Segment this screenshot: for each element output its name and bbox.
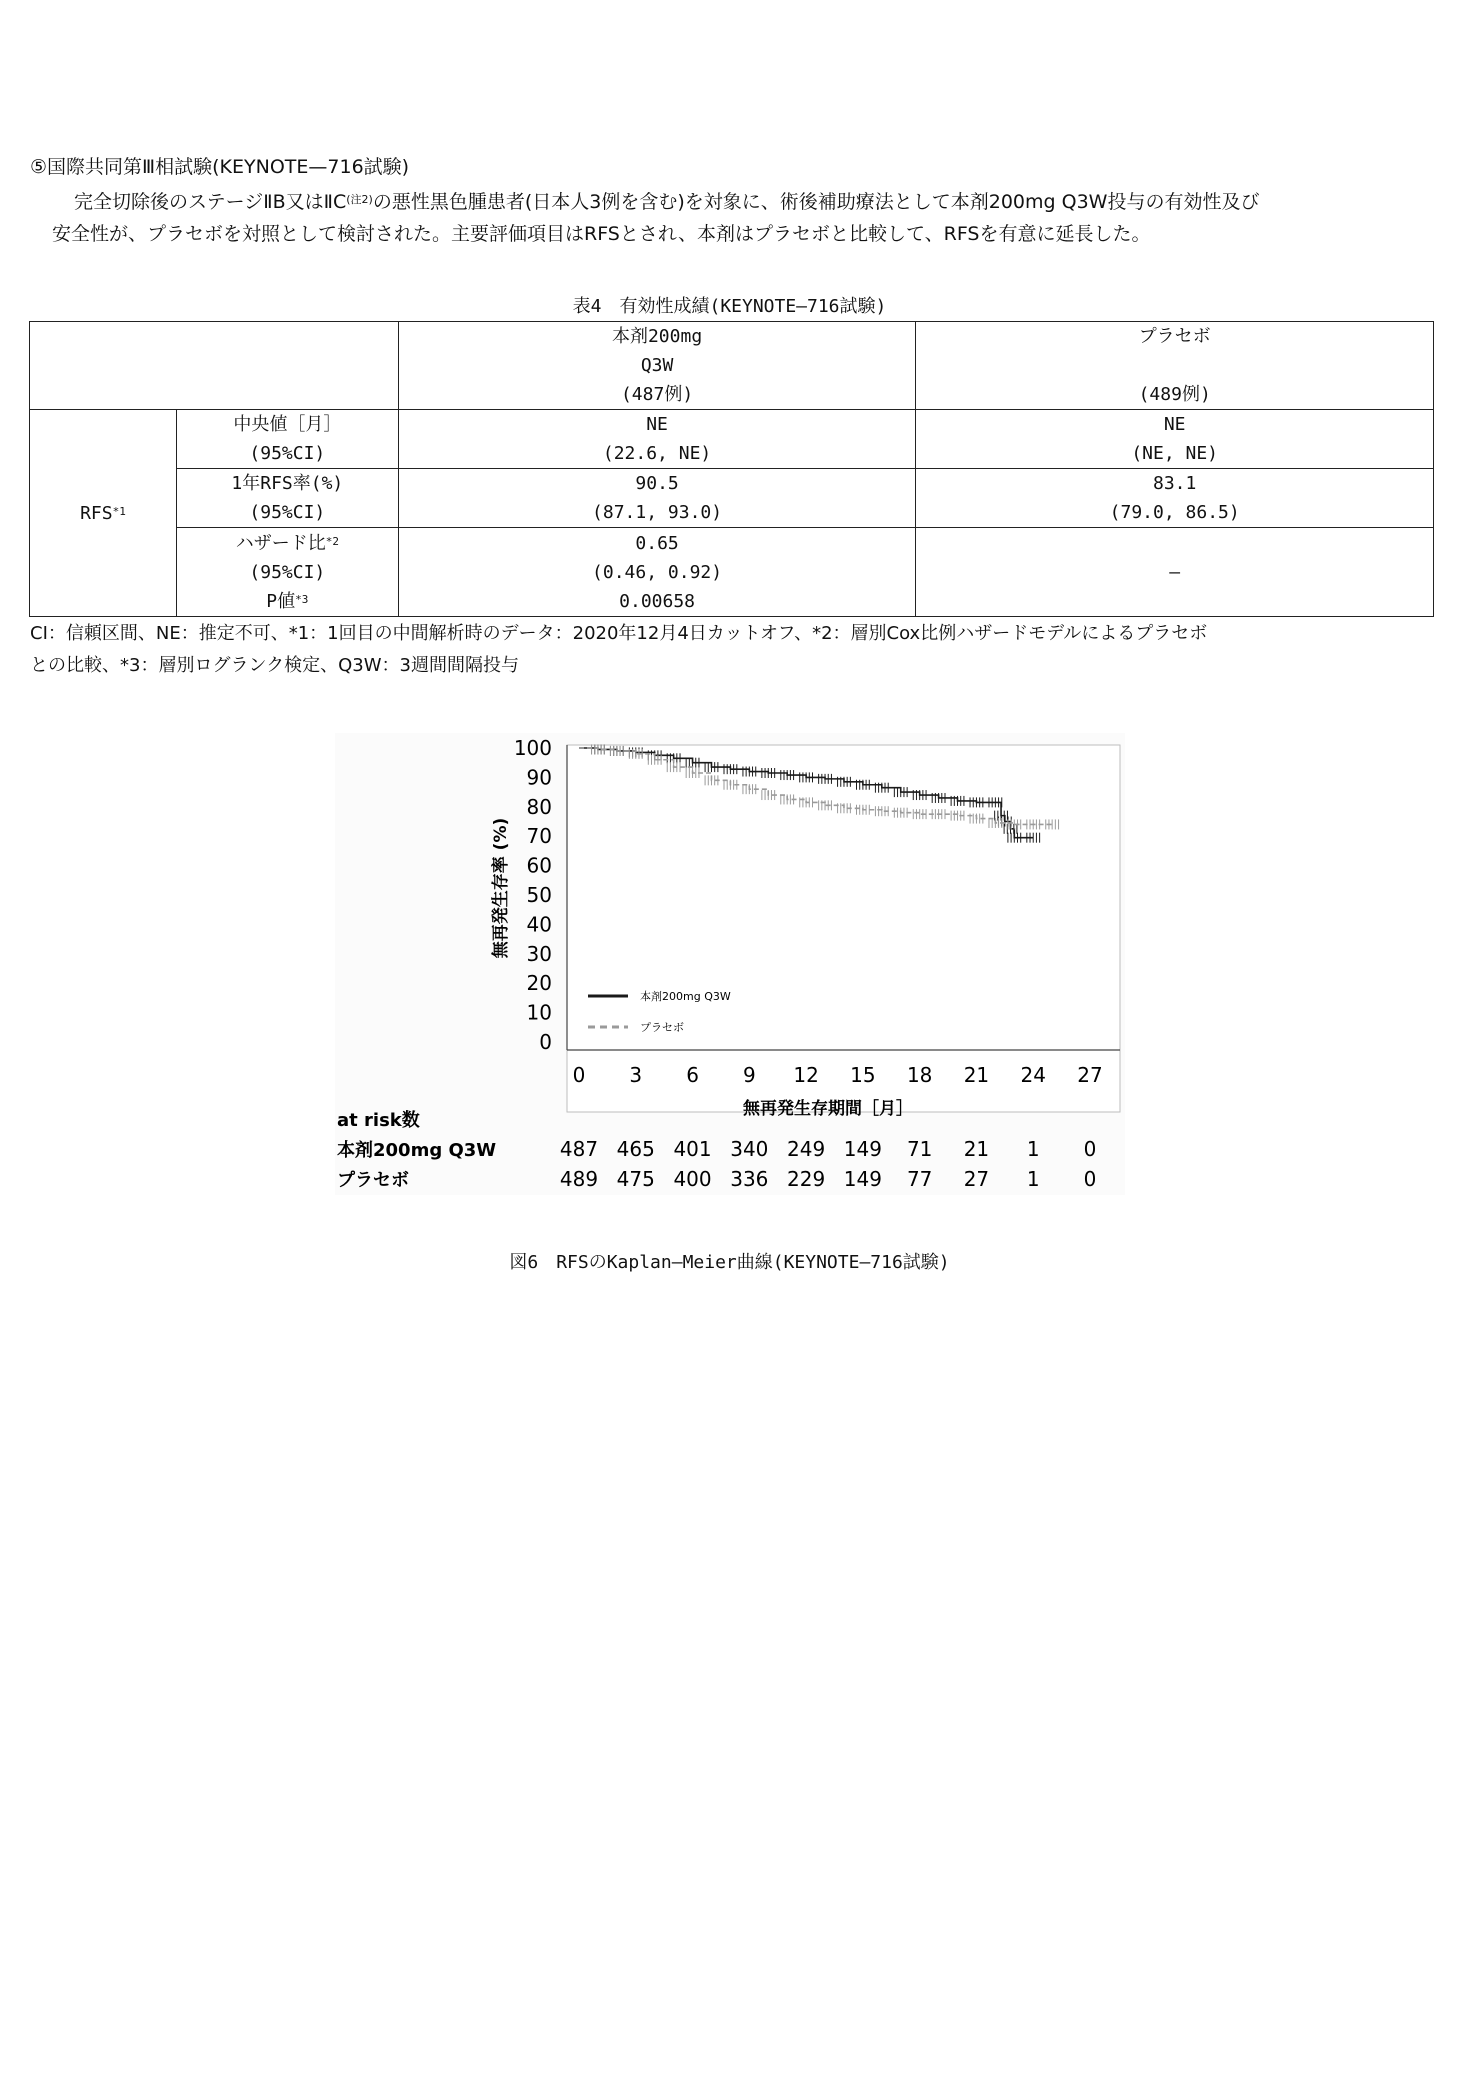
at-risk-value: 229 — [787, 1167, 826, 1191]
x-tick-label: 15 — [850, 1063, 876, 1087]
plot-frame — [567, 745, 1120, 1112]
header-drug-cell — [398, 322, 916, 410]
at-risk-value: 1 — [1026, 1167, 1040, 1191]
at-risk-value: 489 — [559, 1167, 599, 1191]
x-tick-label: 6 — [686, 1063, 699, 1087]
at-risk-value: 465 — [616, 1137, 655, 1161]
at-risk-value: 0 — [1083, 1167, 1097, 1191]
at-risk-value: 475 — [616, 1167, 655, 1191]
y-tick-label: 50 — [526, 883, 552, 907]
at-risk-value: 149 — [843, 1167, 882, 1191]
drug-value-cell: 90.5 (87.1, 93.0) — [398, 469, 916, 528]
header-empty-cell — [30, 322, 399, 410]
y-tick-label: 80 — [526, 794, 552, 819]
x-tick-label: 3 — [629, 1063, 643, 1087]
at-risk-value: 1 — [1026, 1137, 1040, 1161]
x-tick-label: 18 — [906, 1063, 933, 1087]
drug-value-cell: NE (22.6, NE) — [398, 410, 916, 469]
legend-label-placebo: プラセボ — [640, 1021, 684, 1034]
placebo-value-cell: 83.1 (79.0, 86.5) — [916, 469, 1434, 528]
x-tick-label: 24 — [1020, 1063, 1046, 1087]
y-tick-label: 100 — [513, 736, 552, 760]
table-row — [30, 469, 1434, 528]
figure-caption: 図6 RFSのKaplan—Meier曲線(KEYNOTE—716試験) — [509, 1252, 950, 1273]
y-tick-label: 40 — [526, 912, 552, 937]
at-risk-value: 336 — [730, 1167, 769, 1191]
y-tick-label: 0 — [539, 1030, 552, 1054]
km-chart — [330, 728, 1130, 1200]
header-drug-line: (487例) — [620, 384, 694, 405]
x-tick-label: 9 — [742, 1063, 756, 1087]
at-risk-label-drug: 本剤200mg Q3W — [337, 1140, 497, 1161]
header-drug-line: Q3W — [640, 355, 674, 376]
at-risk-value: 400 — [673, 1167, 712, 1191]
at-risk-value: 71 — [906, 1137, 933, 1161]
y-tick-label: 20 — [526, 971, 552, 996]
table-footnote: CI：信頼区間、NE：推定不可、*1：1回目の中間解析時のデータ：2020年12月4日カットオフ、*2：層別Cox比例ハザードモデルによるプラセボ との比較、*3：層別ログランク検定、Q3W：3週間間隔投与 — [30, 623, 1208, 676]
placebo-value-cell: NE (NE, NE) — [916, 410, 1434, 469]
y-tick-label: 60 — [526, 853, 552, 878]
table-row — [30, 528, 1434, 617]
drug-value-cell: 0.65 (0.46, 0.92) 0.00658 — [398, 528, 916, 617]
header-placebo-line — [916, 351, 1433, 380]
row-label-cell: 1年RFS率(%) (95%CI) — [176, 469, 398, 528]
at-risk-value: 401 — [673, 1137, 712, 1161]
row-label-cell: 中央値［月］ (95%CI) — [176, 410, 398, 469]
header-placebo-line: (489例) — [1138, 384, 1211, 405]
x-tick-label: 12 — [793, 1063, 819, 1087]
x-tick-label: 21 — [963, 1063, 990, 1087]
header-placebo-line: プラセボ — [1138, 326, 1211, 347]
intro-paragraph: 完全切除後のステージⅡB又は$ⅡC^{(注2)}$の悪性黒色腫患者(日本人3例を含む)を対象に、術後補助療法として本剤200mg Q3W投与の有効性及び 安全性が、プラセボを対照として検討された。主要評価項目はRFSとされ、本剤はプラセボと比較して、RFSを有意に延長した。 — [52, 191, 1260, 245]
y-tick-label: 90 — [526, 765, 552, 790]
x-tick-label: 0 — [572, 1063, 586, 1087]
table-header-row — [30, 322, 1434, 410]
at-risk-value: 340 — [730, 1137, 769, 1161]
x-tick-label: 27 — [1077, 1063, 1103, 1087]
y-tick-label: 10 — [526, 1000, 552, 1025]
at-risk-label-placebo: プラセボ — [337, 1170, 409, 1191]
at-risk-value: 77 — [906, 1167, 933, 1191]
at-risk-title: at risk数 — [337, 1110, 420, 1131]
x-axis-label: 無再発生存期間［月］ — [743, 1099, 913, 1119]
legend-label-drug: 本剤200mg Q3W — [640, 990, 731, 1003]
y-tick-label: 70 — [526, 824, 552, 849]
y-axis-label: 無再発生存率 (%) — [491, 817, 511, 959]
rfs-group-cell: RFS$^{*1}$ — [30, 410, 177, 617]
at-risk-value: 21 — [963, 1137, 990, 1161]
header-placebo-cell — [916, 322, 1434, 410]
at-risk-value: 249 — [787, 1137, 826, 1161]
placebo-value-cell: — — [916, 528, 1434, 617]
at-risk-value: 27 — [963, 1167, 990, 1191]
table-caption: 表4 有効性成績(KEYNOTE—716試験) — [572, 296, 887, 317]
at-risk-value: 149 — [843, 1137, 882, 1161]
results-table — [29, 321, 1434, 617]
at-risk-value: 0 — [1083, 1137, 1097, 1161]
table-row — [30, 410, 1434, 469]
header-drug-line: 本剤200mg — [611, 326, 703, 347]
y-tick-label: 30 — [526, 941, 552, 966]
at-risk-value: 487 — [559, 1137, 599, 1161]
section-heading: ⑤国際共同第Ⅲ相試験(KEYNOTE—716試験) — [30, 156, 410, 178]
row-label-cell: ハザード比$^{*2}$ (95%CI) P値$^{*3}$ — [176, 528, 398, 617]
